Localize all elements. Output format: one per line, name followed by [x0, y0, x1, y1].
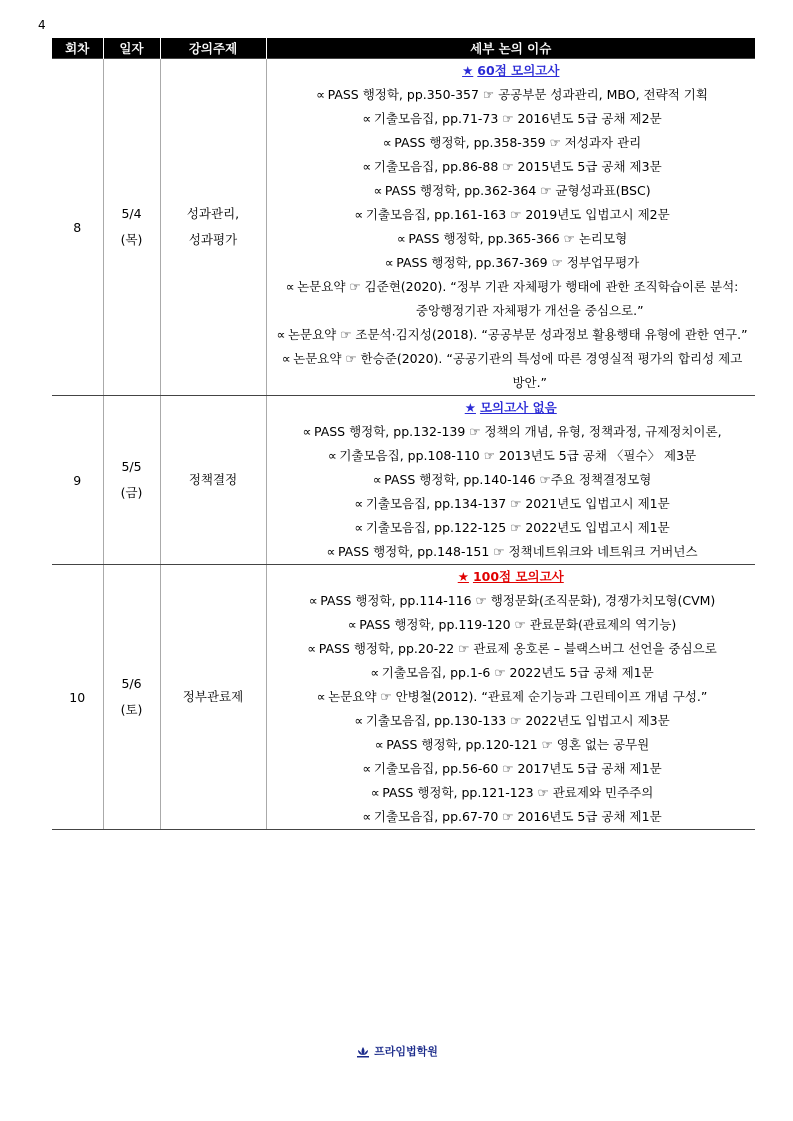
- list-item: [267, 347, 756, 371]
- exam-headline: [267, 59, 756, 83]
- exam-headline: [267, 396, 756, 420]
- item-text: PASS 행정학, pp.350-357 ☞ 공공부문 성과관리, MBO, 전략적 기획: [327, 87, 708, 102]
- footer: [0, 1043, 793, 1059]
- topic-line: 성과평가: [188, 232, 238, 247]
- item-text: PASS 행정학, pp.365-366 ☞ 논리모형: [408, 231, 628, 246]
- list-item: [267, 420, 756, 444]
- bullet-icon: ∝: [308, 593, 318, 608]
- details-cell: [266, 59, 755, 396]
- details-cell: [266, 396, 755, 565]
- bullet-icon: ∝: [362, 159, 372, 174]
- list-item: [267, 83, 756, 107]
- bullet-icon: ∝: [285, 279, 295, 294]
- list-item: [267, 709, 756, 733]
- bullet-icon: ∝: [302, 424, 312, 439]
- bullet-icon: ∝: [281, 351, 291, 366]
- page-number: 4: [38, 18, 46, 32]
- list-item: [267, 733, 756, 757]
- headline-text: 60점 모의고사: [477, 63, 560, 78]
- item-text: 기출모음집, pp.134-137 ☞ 2021년도 입법고시 제1문: [365, 496, 670, 511]
- bullet-icon: ∝: [354, 496, 364, 511]
- item-text: 논문요약 ☞ 김준현(2020). “정부 기관 자체평가 행태에 관한 조직학습이론 분석:: [297, 279, 739, 294]
- day-text: (토): [120, 702, 143, 717]
- bullet-icon: ∝: [396, 231, 406, 246]
- bullet-icon: ∝: [354, 713, 364, 728]
- bullet-icon: ∝: [276, 327, 286, 342]
- session-cell: 8: [52, 59, 103, 396]
- bullet-icon: ∝: [382, 135, 392, 150]
- details-cell: [266, 565, 755, 830]
- topic-line: 정책결정: [188, 472, 238, 487]
- item-text: PASS 행정학, pp.20-22 ☞ 관료제 옹호론 – 블랙스버그 선언을 중심으로: [318, 641, 717, 656]
- bullet-icon: ∝: [370, 665, 380, 680]
- bullet-icon: ∝: [354, 207, 364, 222]
- item-continuation: [267, 371, 756, 395]
- bullet-icon: ∝: [362, 809, 372, 824]
- item-continuation: [267, 299, 756, 323]
- item-text: PASS 행정학, pp.362-364 ☞ 균형성과표(BSC): [384, 183, 651, 198]
- list-item: [267, 323, 756, 347]
- item-text: 기출모음집, pp.56-60 ☞ 2017년도 5급 공채 제1문: [373, 761, 662, 776]
- item-text: PASS 행정학, pp.114-116 ☞ 행정문화(조직문화), 경쟁가치모형(CVM): [320, 593, 716, 608]
- topic-cell: [160, 565, 266, 830]
- academy-name: 프라임법학원: [374, 1045, 438, 1058]
- item-text: 논문요약 ☞ 한승준(2020). “공공기관의 특성에 따른 경영실적 평가의 합리성 제고: [293, 351, 743, 366]
- list-item: [267, 227, 756, 251]
- list-item: [267, 516, 756, 540]
- bullet-icon: ∝: [354, 520, 364, 535]
- item-text: PASS 행정학, pp.367-369 ☞ 정부업무평가: [396, 255, 640, 270]
- session-cell: 10: [52, 565, 103, 830]
- list-item: [267, 492, 756, 516]
- day-text: (금): [120, 485, 143, 500]
- session-cell: 9: [52, 396, 103, 565]
- list-item: [267, 661, 756, 685]
- headline-text: 100점 모의고사: [472, 569, 564, 584]
- item-text: 기출모음집, pp.161-163 ☞ 2019년도 입법고시 제2문: [365, 207, 670, 222]
- date-cell: [103, 59, 160, 396]
- item-text: 기출모음집, pp.1-6 ☞ 2022년도 5급 공채 제1문: [381, 665, 654, 680]
- table-row: [52, 59, 755, 396]
- item-text: 기출모음집, pp.130-133 ☞ 2022년도 입법고시 제3문: [365, 713, 670, 728]
- bullet-icon: ∝: [316, 87, 326, 102]
- list-item: [267, 275, 756, 299]
- date-cell: [103, 396, 160, 565]
- list-item: [267, 637, 756, 661]
- exam-headline: [267, 565, 756, 589]
- topic-cell: [160, 59, 266, 396]
- topic-line: 정부관료제: [182, 689, 244, 704]
- bullet-icon: ∝: [307, 641, 317, 656]
- table-row: [52, 565, 755, 830]
- item-text: 기출모음집, pp.86-88 ☞ 2015년도 5급 공채 제3문: [373, 159, 662, 174]
- item-text: 기출모음집, pp.71-73 ☞ 2016년도 5급 공채 제2문: [373, 111, 662, 126]
- table-header: [52, 38, 755, 59]
- item-text: 기출모음집, pp.67-70 ☞ 2016년도 5급 공채 제1문: [373, 809, 662, 824]
- header-details: 세부 논의 이슈: [266, 38, 755, 59]
- table-row: [52, 396, 755, 565]
- header-date: 일자: [103, 38, 160, 59]
- lotus-logo-icon: [355, 1046, 371, 1058]
- item-text: 기출모음집, pp.122-125 ☞ 2022년도 입법고시 제1문: [365, 520, 670, 535]
- list-item: [267, 781, 756, 805]
- star-icon: ★: [457, 569, 469, 584]
- list-item: [267, 613, 756, 637]
- date-text: 5/5: [121, 459, 142, 474]
- star-icon: ★: [464, 400, 476, 415]
- list-item: [267, 805, 756, 829]
- star-icon: ★: [462, 63, 474, 78]
- header-session: 회차: [52, 38, 103, 59]
- list-item: [267, 540, 756, 564]
- item-text: 기출모음집, pp.108-110 ☞ 2013년도 5급 공채 〈필수〉 제3문: [339, 448, 697, 463]
- item-text: PASS 행정학, pp.148-151 ☞ 정책네트워크와 네트워크 거버넌스: [337, 544, 698, 559]
- bullet-icon: ∝: [373, 183, 383, 198]
- bullet-icon: ∝: [362, 761, 372, 776]
- list-item: [267, 155, 756, 179]
- item-text: 논문요약 ☞ 안병철(2012). “관료제 순기능과 그린테이프 개념 구성.”: [328, 689, 708, 704]
- list-item: [267, 179, 756, 203]
- item-text: PASS 행정학, pp.140-146 ☞주요 정책결정모형: [384, 472, 652, 487]
- topic-line: 성과관리,: [186, 206, 240, 221]
- item-text: PASS 행정학, pp.121-123 ☞ 관료제와 민주주의: [382, 785, 654, 800]
- list-item: [267, 131, 756, 155]
- bullet-icon: ∝: [362, 111, 372, 126]
- bullet-icon: ∝: [370, 785, 380, 800]
- list-item: [267, 203, 756, 227]
- syllabus-table: [52, 38, 755, 830]
- date-cell: [103, 565, 160, 830]
- bullet-icon: ∝: [384, 255, 394, 270]
- item-text: PASS 행정학, pp.132-139 ☞ 정책의 개념, 유형, 정책과정, 규제정치이론,: [313, 424, 722, 439]
- date-text: 5/6: [121, 676, 142, 691]
- list-item: [267, 589, 756, 613]
- date-text: 5/4: [121, 206, 142, 221]
- list-item: [267, 468, 756, 492]
- list-item: [267, 685, 756, 709]
- list-item: [267, 107, 756, 131]
- list-item: [267, 251, 756, 275]
- item-text: 중앙행정기관 자체평가 개선을 중심으로.”: [415, 303, 644, 318]
- bullet-icon: ∝: [326, 544, 336, 559]
- list-item: [267, 757, 756, 781]
- item-text: 방안.”: [512, 375, 548, 390]
- item-text: PASS 행정학, pp.119-120 ☞ 관료문화(관료제의 역기능): [359, 617, 677, 632]
- topic-cell: [160, 396, 266, 565]
- bullet-icon: ∝: [374, 737, 384, 752]
- bullet-icon: ∝: [347, 617, 357, 632]
- item-text: PASS 행정학, pp.358-359 ☞ 저성과자 관리: [394, 135, 642, 150]
- bullet-icon: ∝: [316, 689, 326, 704]
- table-body: [52, 59, 755, 830]
- header-topic: 강의주제: [160, 38, 266, 59]
- item-text: PASS 행정학, pp.120-121 ☞ 영혼 없는 공무원: [386, 737, 650, 752]
- bullet-icon: ∝: [327, 448, 337, 463]
- day-text: (목): [120, 232, 143, 247]
- item-text: 논문요약 ☞ 조문석·김지성(2018). “공공부문 성과정보 활용행태 유형에 관한 연구.”: [287, 327, 748, 342]
- list-item: [267, 444, 756, 468]
- bullet-icon: ∝: [372, 472, 382, 487]
- headline-text: 모의고사 없음: [479, 400, 557, 415]
